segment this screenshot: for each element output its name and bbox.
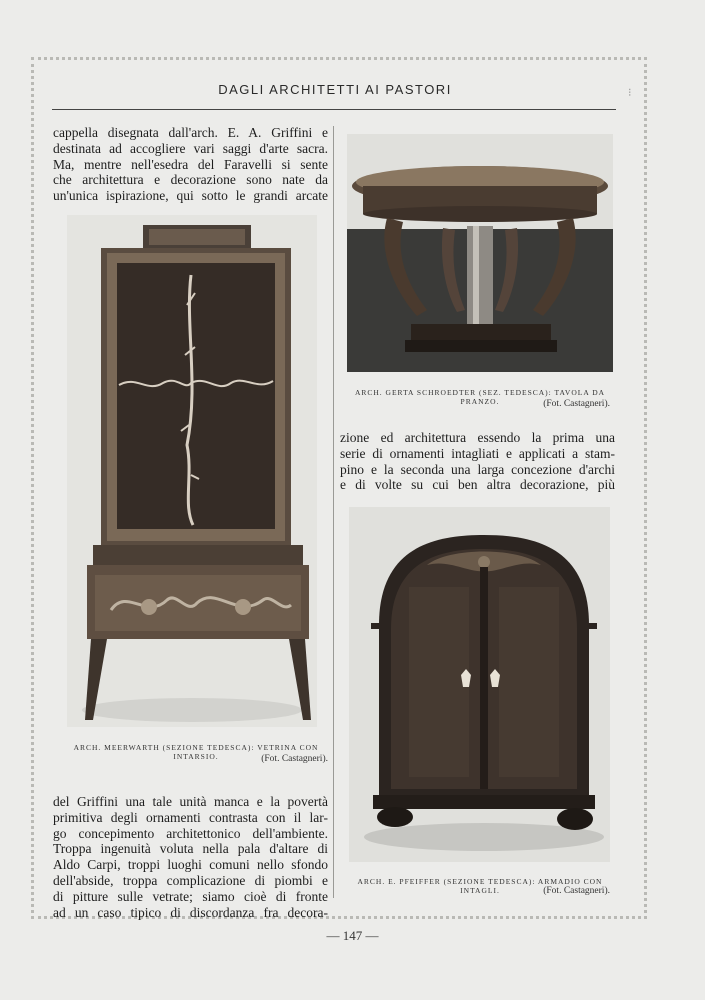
text-line: ad un caso tipico di discordanza fra decora- xyxy=(53,904,328,920)
vitrine-illustration xyxy=(67,215,317,727)
text-line: cappella disegnata dall'arch. E. A. Griffini e xyxy=(53,125,328,140)
text-line: dell'abside, troppa complicazione di piombi e xyxy=(53,872,328,888)
page-number: — 147 — xyxy=(326,928,379,943)
column-rule xyxy=(333,126,334,898)
text-line: pino e la seconda una larga concezione d'archi xyxy=(340,461,615,477)
text-line: destinata ad accogliere vari saggi d'arte sacra. xyxy=(53,140,328,156)
paragraph-right-mid xyxy=(340,430,615,493)
caption-wardrobe: ARCH. E. PFEIFFER (SEZIONE TEDESCA): ARMADIO CON INTAGLI. xyxy=(357,877,603,895)
text-line: primitiva degli ornamenti contrasta con il lar- xyxy=(53,809,328,825)
photo-wardrobe xyxy=(349,507,610,862)
text-line: Troppa ingenuità voluta nella pala d'altare di xyxy=(53,841,328,857)
paragraph-left-bottom xyxy=(53,794,328,920)
text-line: e di volte su cui ben altra decorazione, più xyxy=(340,477,615,493)
text-line: serie di ornamenti intagliati e applicati a stam- xyxy=(340,445,615,461)
photo-table xyxy=(347,134,613,372)
running-head: DAGLI ARCHITETTI AI PASTORI xyxy=(218,82,452,97)
table-illustration xyxy=(347,134,613,372)
text-line: che architettura e decorazione sono nate da xyxy=(53,172,328,188)
text-line: di pitture sulle vetrate; siamo cioè di fronte xyxy=(53,888,328,904)
paragraph-left-top xyxy=(53,125,328,204)
text-line: del Griffini una tale unità manca e la povertà xyxy=(53,794,328,809)
wardrobe-illustration xyxy=(349,507,610,862)
header-rule xyxy=(52,109,616,110)
text-line: un'unica ispirazione, qui sotto le grandi arcate xyxy=(53,188,328,204)
text-line: go concepimento architettonico dell'ambiente. xyxy=(53,825,328,841)
credit-table: (Fot. Castagneri). xyxy=(543,399,610,409)
credit-vitrine: (Fot. Castagneri). xyxy=(261,754,328,764)
text-line: Ma, mentre nell'esedra del Faravelli si sente xyxy=(53,156,328,172)
caption-vitrine: ARCH. MEERWARTH (SEZIONE TEDESCA): VETRINA CON INTARSIO. xyxy=(73,743,319,761)
photo-vitrine xyxy=(67,215,317,727)
margin-mark: ⁝ xyxy=(628,87,632,99)
credit-wardrobe: (Fot. Castagneri). xyxy=(543,886,610,896)
caption-table: ARCH. GERTA SCHROEDTER (SEZ. TEDESCA): TAVOLA DA PRANZO. xyxy=(354,388,606,406)
text-line: zione ed architettura essendo la prima una xyxy=(340,430,615,445)
text-line: Aldo Carpi, troppi luoghi comuni nello sfondo xyxy=(53,857,328,873)
